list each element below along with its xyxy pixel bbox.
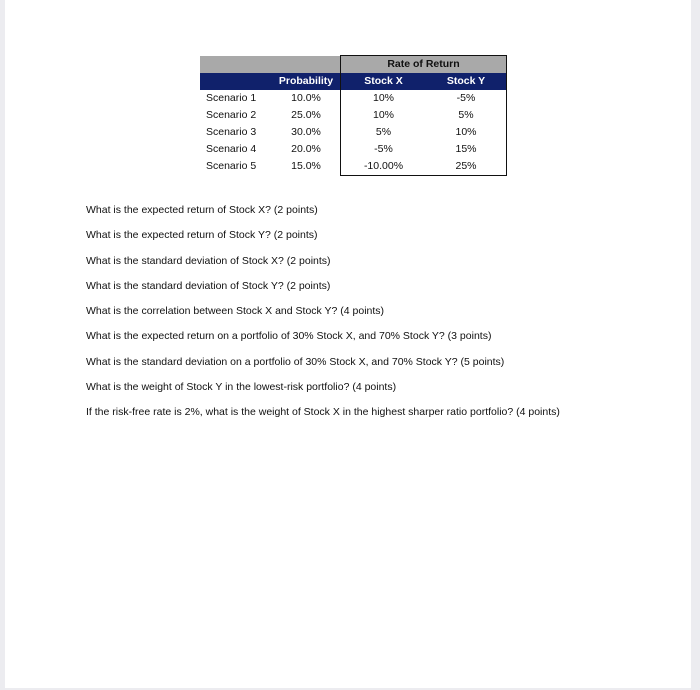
table-corner-cell	[200, 56, 272, 74]
probability-column-header: Probability	[272, 73, 341, 90]
question-list	[86, 200, 560, 428]
probability-cell: 30.0%	[291, 126, 321, 138]
question-item: What is the expected return of Stock Y? (2 points)	[86, 229, 318, 242]
stock-x-cell: -10.00%	[341, 158, 427, 176]
probability-cell: 20.0%	[291, 143, 321, 155]
probability-cell: 15.0%	[291, 160, 321, 173]
scenario-column-header	[200, 73, 272, 90]
scenario-cell: Scenario 5	[206, 160, 257, 173]
stock-y-cell: 10%	[426, 124, 507, 141]
stock-y-cell: 25%	[426, 158, 507, 176]
document-page	[5, 0, 691, 688]
table-group-header-row	[200, 56, 507, 74]
table-row	[200, 124, 507, 141]
question-item: What is the standard deviation on a portfolio of 30% Stock X, and 70% Stock Y? (5 points)	[86, 355, 505, 368]
table-row	[200, 141, 507, 158]
scenario-cell: Scenario 3	[206, 126, 257, 138]
table-column-header-row	[200, 73, 507, 90]
question-item: What is the expected return on a portfolio of 30% Stock X, and 70% Stock Y? (3 points)	[86, 330, 492, 343]
question-item: What is the expected return of Stock X? (2 points)	[86, 204, 318, 216]
returns-table	[200, 55, 507, 176]
table-corner-cell	[272, 56, 341, 74]
stock-x-cell: 10%	[341, 107, 427, 124]
table-row	[200, 107, 507, 124]
probability-cell: 25.0%	[291, 109, 321, 121]
stock-y-cell: 15%	[426, 141, 507, 158]
question-item: If the risk-free rate is 2%, what is the weight of Stock X in the highest sharper ratio portfolio? (4 points)	[86, 406, 560, 419]
question-item: What is the standard deviation of Stock X? (2 points)	[86, 254, 331, 267]
scenario-cell: Scenario 2	[206, 109, 257, 121]
question-item: What is the weight of Stock Y in the lowest-risk portfolio? (4 points)	[86, 381, 397, 394]
stock-x-cell: 10%	[341, 90, 427, 107]
table-row	[200, 90, 507, 107]
scenario-cell: Scenario 4	[206, 143, 257, 155]
stock-x-cell: -5%	[341, 141, 427, 158]
probability-cell: 10.0%	[291, 92, 321, 104]
question-item: What is the standard deviation of Stock Y? (2 points)	[86, 279, 331, 292]
stock-x-column-header: Stock X	[341, 73, 427, 90]
stock-y-cell: -5%	[426, 90, 507, 107]
stock-y-cell: 5%	[426, 107, 507, 124]
stock-x-cell: 5%	[341, 124, 427, 141]
table-row	[200, 158, 507, 176]
question-item: What is the correlation between Stock X and Stock Y? (4 points)	[86, 305, 385, 318]
rate-of-return-header: Rate of Return	[341, 56, 507, 74]
stock-y-column-header: Stock Y	[426, 73, 507, 90]
scenario-cell: Scenario 1	[206, 92, 257, 104]
